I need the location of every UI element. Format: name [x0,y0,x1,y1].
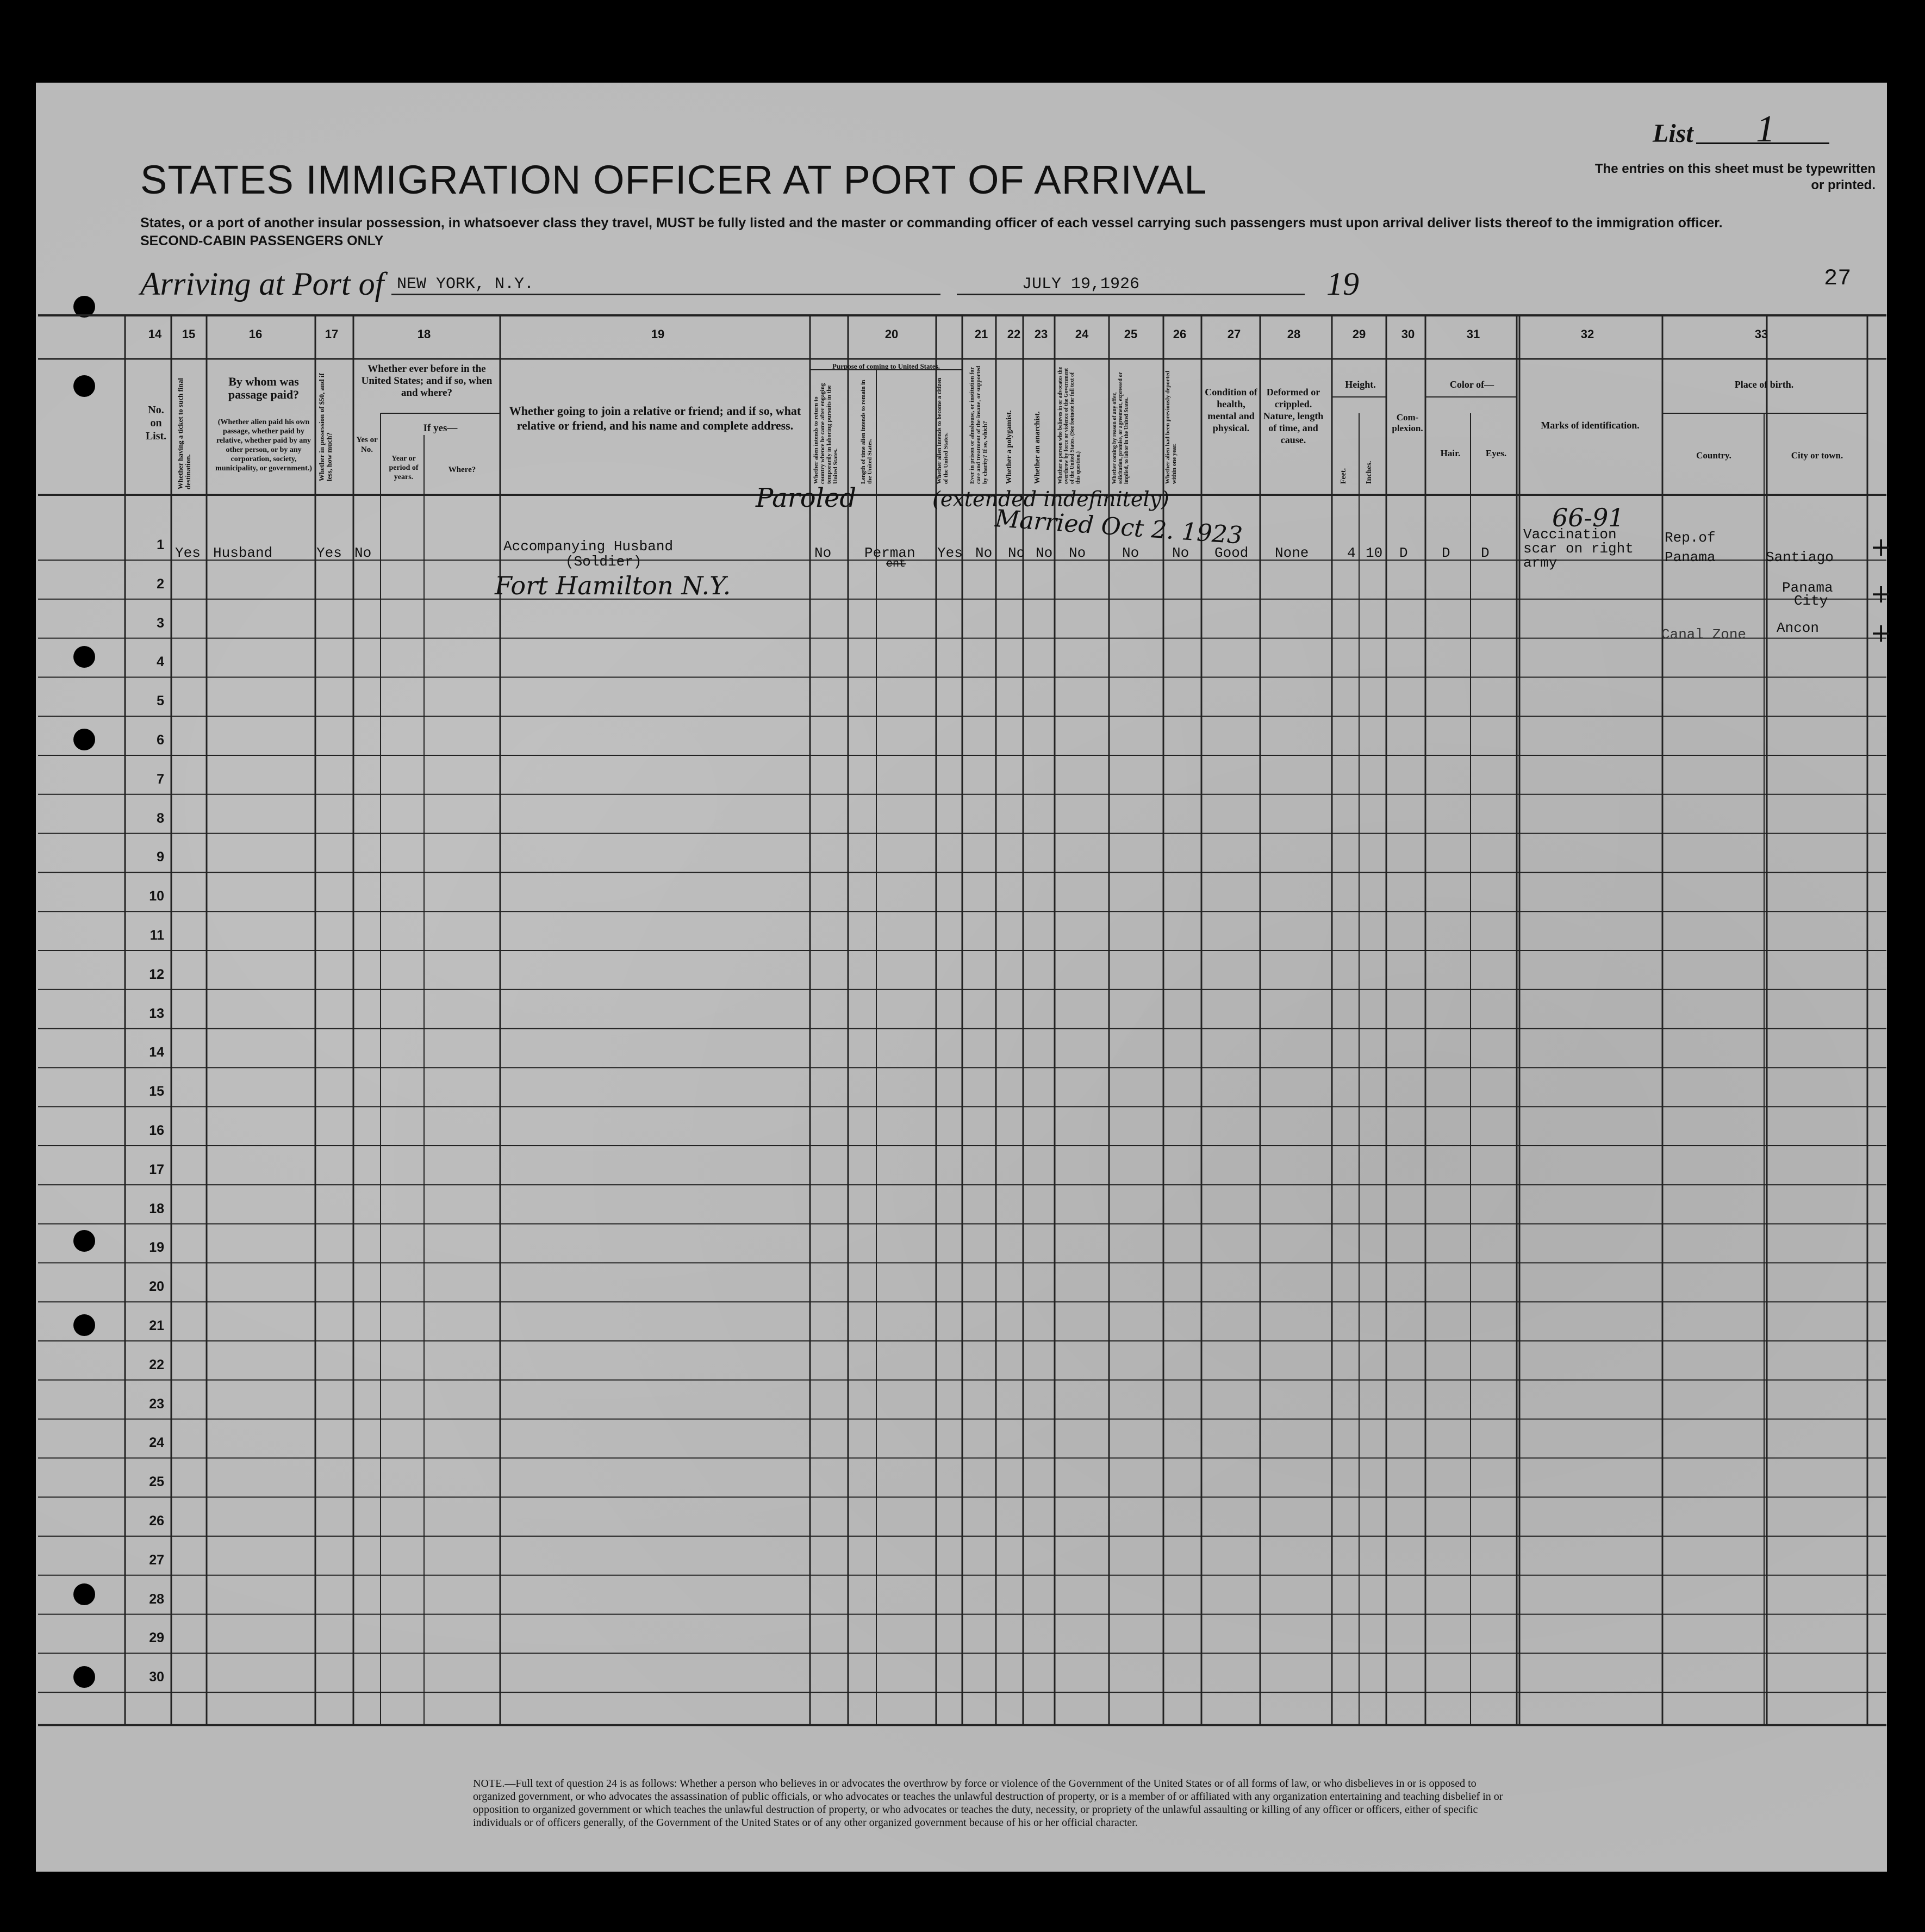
col-num-27: 27 [1227,327,1241,341]
col-num-21: 21 [974,327,988,341]
handwritten-married: Married Oct 2. 1923 [994,505,1244,550]
heading-height: Height. [1345,379,1376,390]
heading-anarchist: Whether an anarchist. [1033,411,1042,484]
r1-paid-by: Husband [213,545,273,561]
col-num-29: 29 [1352,327,1366,341]
row-number: 6 [157,732,164,748]
row-number: 25 [149,1474,164,1490]
heading-complexion: Com- plexion. [1392,412,1423,433]
r1-overthrow: No [1069,545,1086,561]
row-number: 18 [149,1201,164,1216]
handwritten-ident: 66-91 [1552,503,1624,532]
col-num-23: 23 [1034,327,1048,341]
r1-length: Perman [864,545,915,561]
handwritten-extended: (extended indefinitely) [932,487,1169,511]
col-num-31: 31 [1466,327,1480,341]
handwritten-plus: + [1870,532,1892,562]
row-number: 10 [149,889,164,904]
heading-return: Whether alien intends to return to country whence he came after engaging temporarily in laboring pursuits in the United States. [813,383,839,484]
page-title: STATES IMMIGRATION OFFICER AT PORT OF ARRIVAL [140,157,1207,202]
r1-deformed: None [1275,545,1309,561]
row-number: 15 [149,1084,164,1099]
col-num-33: 33 [1754,327,1768,341]
handwritten-plus: + [1870,579,1892,609]
r1-length-2: ent [886,558,906,570]
heading-overthrow: Whether a person who believes in or advocates the overthrow by force or violence of the Government of the United States. (See footnote for full text of this question.) [1057,366,1081,484]
r1-health: Good [1214,545,1249,561]
heading-polygamist: Whether a polygamist. [1005,410,1013,484]
row-number: 19 [149,1240,164,1256]
r1-join-2: (Soldier) [565,554,642,570]
r1-country: Rep.of [1665,530,1716,546]
heading-hair: Hair. [1440,448,1461,458]
r1-fifty: Yes [316,545,342,561]
col-num-26: 26 [1173,327,1187,341]
heading-feet: Feet. [1340,468,1348,484]
heading-passage-paid-sub: (Whether alien paid his own passage, whether paid by relative, whether paid by any other person, or by any corporation, society, municipality, or government.) [215,418,312,473]
col-num-22: 22 [1007,327,1021,341]
r1-join: Accompanying Husband [503,538,674,555]
col-num-32: 32 [1580,327,1594,341]
r1-prison: No [975,545,993,561]
handwritten-paroled: Paroled [756,483,857,513]
r1-anarchist: No [1036,545,1053,561]
col-num-18: 18 [417,327,431,341]
col-num-14: 14 [148,327,162,341]
col-num-20: 20 [884,327,899,341]
row-number: 4 [157,654,164,670]
heading-no-on-list: No. on List. [145,404,167,442]
row-number: 12 [149,966,164,982]
r1-complexion: D [1399,545,1408,561]
r1-hair: D [1442,545,1450,561]
r1-inches: 10 [1366,545,1383,561]
heading-purpose: Purpose of coming to United States. [832,362,940,370]
r3-country: Canal Zone [1661,626,1747,643]
heading-if-yes: If yes— [423,423,458,434]
row-number: 27 [149,1552,164,1568]
r1-deported: No [1172,545,1189,561]
r1-labor: No [1122,545,1139,561]
heading-ticket: Whether having a ticket to such final destination. [176,378,192,489]
r1-city: Santiago [1766,549,1834,566]
row-number: 30 [149,1669,164,1685]
heading-length: Length of time alien intends to remain in the United States. [860,380,873,484]
heading-where: Where? [448,465,476,474]
year-suffix: 27 [1824,265,1852,291]
r1-eyes: D [1481,545,1490,561]
col-num-19: 19 [651,327,665,341]
heading-color: Color of— [1449,379,1494,390]
r1-feet: 4 [1347,545,1356,561]
row-number: 3 [157,615,164,631]
row-number: 29 [149,1630,164,1646]
handwritten-plus: + [1870,618,1892,648]
heading-passage-paid: By whom was passage paid? [228,375,300,401]
arriving-label: Arriving at Port of [140,266,384,302]
r1-return: No [814,545,832,561]
heading-labor-offer: Whether coming by reason of any offer, solicitation, promise, or agreement, expressed or implied, to labor in the United States. [1112,372,1130,484]
row-number: 14 [149,1045,164,1060]
col-num-30: 30 [1401,327,1415,341]
row-number: 2 [157,576,164,592]
r2-city: Panama [1782,580,1833,596]
row-number: 22 [149,1357,164,1372]
col-num-16: 16 [248,327,263,341]
col-num-15: 15 [182,327,196,341]
class-note: SECOND-CABIN PASSENGERS ONLY [140,233,384,249]
heading-city: City or town. [1791,450,1843,461]
row-number: 8 [157,810,164,826]
r1-citizen: Yes [937,545,963,561]
row-number: 9 [157,849,164,865]
footnote: NOTE.—Full text of question 24 is as follows: Whether a person who believes in or advocates the overthrow by force or violence of the Government of the United States or of all forms of law, or who disbelieves in or is opposed to organized government, or who advocates the assassination of public officials, or who advocates or teaches the unlawful destruction of property, or is a member of or affiliated with any organization entertaining and teaching disbelief in or opposition to organized government or which teaches the unlawful destruction of property, or who advocates or teaches the duty, necessity, or propriety of the unlawful assaulting or killing of any officer or officers, either of specific individuals or of officers generally, of the Government of the United States or of any other organized government because of his or her official character. [473,1778,1503,1829]
heading-prison: Ever in prison or almshouse, or institution for care and treatment of the insane, or supported by charity? If so, which? [969,365,988,484]
heading-birthplace: Place of birth. [1734,379,1794,390]
r1-marks-3: army [1523,555,1558,571]
col-num-28: 28 [1287,327,1301,341]
r1-country-2: Panama [1665,549,1716,566]
row-number: 21 [149,1318,164,1333]
heading-yes-no: Yes or No. [356,436,378,454]
row-number: 5 [157,693,164,709]
typewritten-note: The entries on this sheet must be typewritten or printed. [1594,161,1876,192]
heading-eyes: Eyes. [1485,448,1507,458]
heading-before-in-us: Whether ever before in the United States; and if so, when and where? [361,363,493,399]
row-number: 16 [149,1123,164,1138]
row-number: 23 [149,1396,164,1412]
port-value: NEW YORK, N.Y. [397,275,534,294]
list-number: 1 [1756,108,1775,150]
row-number: 11 [149,928,164,943]
row-number: 1 [157,537,164,552]
row-number: 20 [149,1279,164,1295]
handwritten-fort: Fort Hamilton N.Y. [495,571,731,600]
col-num-25: 25 [1124,327,1138,341]
r1-marks-2: scar on right [1523,541,1634,557]
r1-marks: Vaccination [1523,526,1617,543]
heading-year-period: Year or period of years. [389,455,419,481]
col-num-24: 24 [1075,327,1089,341]
date-value: JULY 19,1926 [1022,275,1140,294]
heading-citizen: Whether alien intends to become a citizen of the United States. [936,377,949,484]
col-num-17: 17 [325,327,339,341]
row-number: 28 [149,1591,164,1607]
heading-deported: Whether alien had been previously deported within one year. [1164,370,1178,484]
heading-inches: Inches. [1365,461,1373,484]
heading-join-relative: Whether going to join a relative or friend; and if so, what relative or friend, and his name and complete address. [509,404,801,432]
r1-before: No [354,545,372,561]
row-number: 13 [149,1005,164,1021]
r1-ticket: Yes [175,545,201,561]
heading-marks: Marks of identification. [1541,420,1640,431]
row-number: 17 [149,1161,164,1177]
year-prefix: 19 [1326,266,1359,302]
row-number: 26 [149,1513,164,1529]
row-number: 24 [149,1435,164,1451]
r3-city: Ancon [1777,620,1820,636]
list-label: List [1653,119,1693,148]
row-number: 7 [157,771,164,787]
r2-city-2: City [1794,593,1828,609]
heading-fifty-dollars: Whether in possession of $50, and if less, how much? [317,373,333,481]
heading-health: Condition of health, mental and physical. [1205,387,1257,433]
heading-deformed: Deformed or crippled. Nature, length of time, and cause. [1263,387,1324,445]
heading-country: Country. [1696,450,1731,461]
r1-polygamist: No [1008,545,1025,561]
instruction-text: States, or a port of another insular possession, in whatsoever class they travel, MUST be fully listed and the master or commanding officer of each vessel carrying such passengers must upon arrival deliver lists thereof to the immigration officer. [140,215,1723,231]
